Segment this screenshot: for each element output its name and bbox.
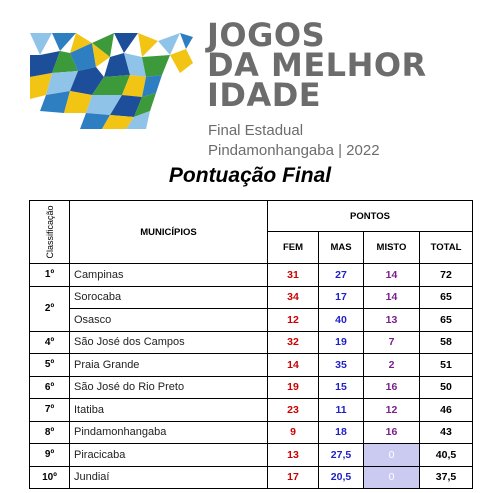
- row-misto: 14: [364, 264, 420, 287]
- row-total: 72: [420, 264, 473, 287]
- row-city: Piracicaba: [70, 444, 268, 467]
- row-total: 40,5: [420, 444, 473, 467]
- row-position: 1º: [30, 264, 70, 287]
- row-city: Osasco: [70, 309, 268, 332]
- row-misto: 16: [364, 421, 420, 444]
- row-misto: 0: [364, 444, 420, 467]
- row-fem: 9: [268, 421, 319, 444]
- header-classificacao-label: Classificação: [44, 205, 55, 259]
- row-total: 46: [420, 399, 473, 422]
- row-total: 65: [420, 309, 473, 332]
- logo-title-line-1: JOGOS: [207, 16, 326, 54]
- row-fem: 32: [268, 331, 319, 354]
- page-title: Pontuação Final: [168, 164, 332, 187]
- row-position: 4º: [30, 331, 70, 354]
- table-row: [30, 444, 473, 467]
- row-fem: 14: [268, 354, 319, 377]
- table-row: [30, 466, 473, 489]
- table-row: [30, 354, 473, 377]
- table-row: [30, 399, 473, 422]
- row-misto: 7: [364, 331, 420, 354]
- row-fem: 12: [268, 309, 319, 332]
- row-position: 10º: [30, 466, 70, 489]
- row-mas: 40: [319, 309, 364, 332]
- row-mas: 27: [319, 264, 364, 287]
- row-mas: 17: [319, 286, 364, 309]
- row-total: 50: [420, 376, 473, 399]
- row-total: 37,5: [420, 466, 473, 489]
- row-misto: 16: [364, 376, 420, 399]
- logo-title-line-3: IDADE: [207, 76, 322, 114]
- row-fem: 13: [268, 444, 319, 467]
- row-city: Sorocaba: [70, 286, 268, 309]
- logo-title: [207, 16, 427, 114]
- table-row: [30, 286, 473, 309]
- row-position: 7º: [30, 399, 70, 422]
- header-mas: MAS: [319, 232, 364, 264]
- row-fem: 31: [268, 264, 319, 287]
- row-mas: 20,5: [319, 466, 364, 489]
- row-misto: 14: [364, 286, 420, 309]
- table-row: [30, 376, 473, 399]
- row-position: 2º: [30, 286, 70, 331]
- row-total: 43: [420, 421, 473, 444]
- row-fem: 19: [268, 376, 319, 399]
- header-pontos: PONTOS: [268, 201, 473, 232]
- row-mas: 15: [319, 376, 364, 399]
- row-misto: 12: [364, 399, 420, 422]
- row-mas: 18: [319, 421, 364, 444]
- row-misto: 2: [364, 354, 420, 377]
- row-position: 8º: [30, 421, 70, 444]
- table-row: [30, 309, 473, 332]
- row-mas: 35: [319, 354, 364, 377]
- row-city: São José dos Campos: [70, 331, 268, 354]
- table-row: [30, 421, 473, 444]
- header-municipios: MUNICÍPIOS: [70, 201, 268, 264]
- row-total: 51: [420, 354, 473, 377]
- table-row: [30, 331, 473, 354]
- header-misto: MISTO: [364, 232, 420, 264]
- table-header-row: [30, 201, 473, 232]
- row-fem: 34: [268, 286, 319, 309]
- row-mas: 27,5: [319, 444, 364, 467]
- row-fem: 23: [268, 399, 319, 422]
- table-row: [30, 264, 473, 287]
- logo-mark: [30, 33, 193, 129]
- logo-subtitle-line-2: Pindamonhangaba | 2022: [208, 141, 380, 159]
- row-position: 9º: [30, 444, 70, 467]
- row-city: São José do Rio Preto: [70, 376, 268, 399]
- logo-subtitle: [208, 121, 380, 160]
- results-table: [29, 200, 473, 489]
- row-fem: 17: [268, 466, 319, 489]
- row-position: 5º: [30, 354, 70, 377]
- logo-title-line-2: DA MELHOR: [207, 46, 427, 84]
- row-city: Pindamonhangaba: [70, 421, 268, 444]
- logo-mosaic-graphic: [30, 33, 193, 129]
- row-total: 65: [420, 286, 473, 309]
- row-city: Jundiaí: [70, 466, 268, 489]
- header-classificacao: [30, 201, 70, 264]
- row-mas: 11: [319, 399, 364, 422]
- row-city: Praia Grande: [70, 354, 268, 377]
- row-city: Campinas: [70, 264, 268, 287]
- header-fem: FEM: [268, 232, 319, 264]
- header-total: TOTAL: [420, 232, 473, 264]
- row-city: Itatiba: [70, 399, 268, 422]
- row-misto: 13: [364, 309, 420, 332]
- row-misto: 0: [364, 466, 420, 489]
- row-mas: 19: [319, 331, 364, 354]
- logo-subtitle-line-1: Final Estadual: [208, 122, 304, 139]
- row-total: 58: [420, 331, 473, 354]
- row-position: 6º: [30, 376, 70, 399]
